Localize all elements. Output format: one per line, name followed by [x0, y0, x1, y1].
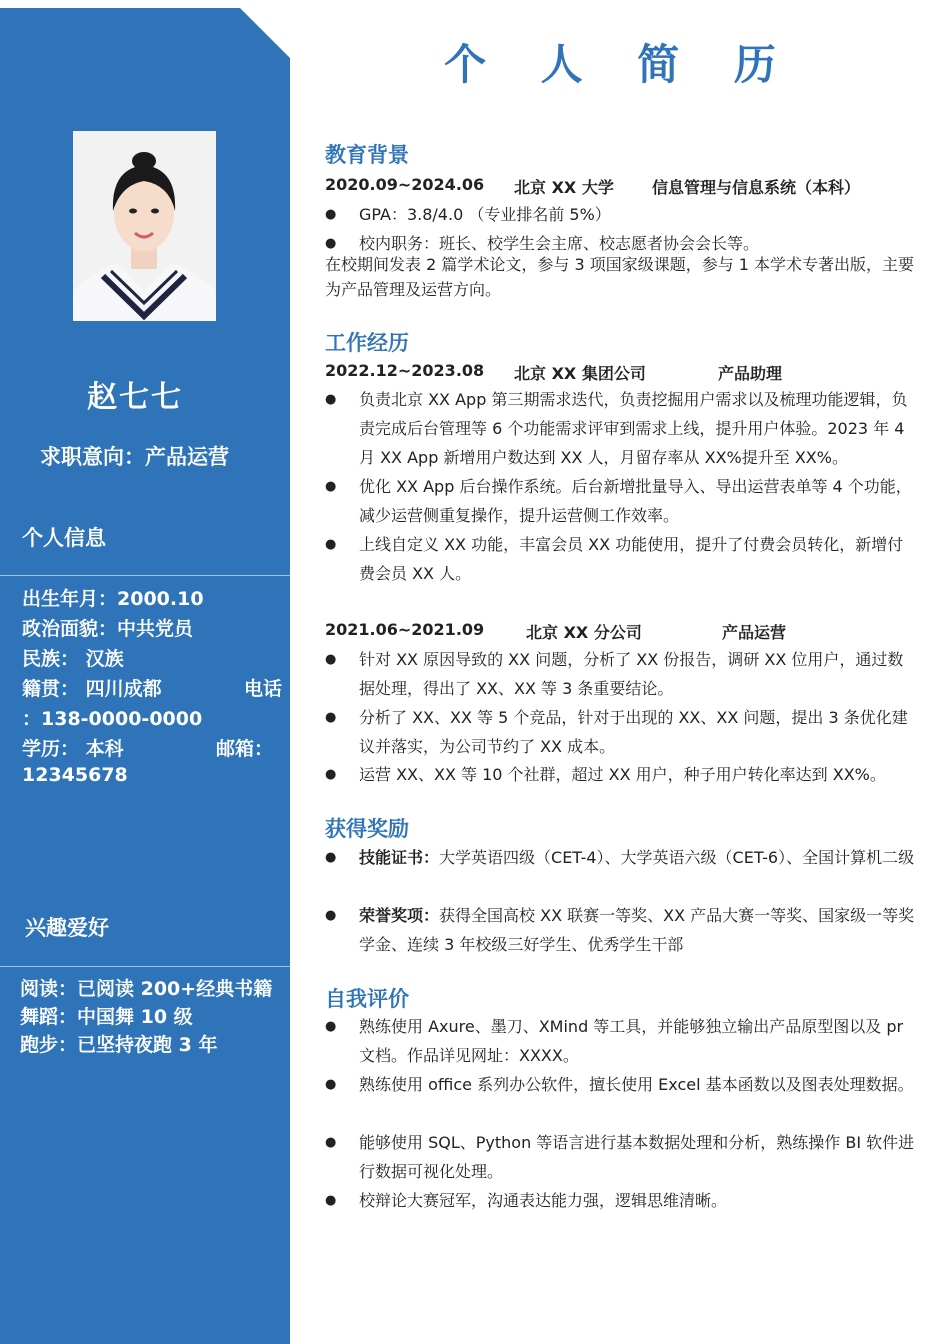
- honors-text: 获得全国高校 XX 联赛一等奖、XX 产品大赛一等奖、国家级一等奖学金、连续 3 年校级三好学生、优秀学生干部: [359, 906, 915, 954]
- bullet-text: 上线自定义 XX 功能，丰富会员 XX 功能使用，提升了付费会员转化，新增付费会员 XX 人。: [359, 535, 904, 583]
- education-level: 学历： 本科: [22, 738, 124, 760]
- bullet-icon: ●: [325, 479, 337, 494]
- list-item: [325, 1070, 915, 1099]
- list-item: [325, 1012, 915, 1070]
- major: 信息管理与信息系统（本科）: [652, 178, 861, 197]
- company-name: 北京 XX 分公司: [526, 623, 642, 642]
- bullet-text: 能够使用 SQL、Python 等语言进行基本数据处理和分析，熟练操作 BI 软件进行数据可视化处理。: [359, 1133, 915, 1181]
- school-name: 北京 XX 大学: [514, 178, 614, 197]
- bullet-icon: ●: [325, 1135, 337, 1150]
- list-item: [325, 760, 915, 789]
- bullet-icon: ●: [325, 537, 337, 552]
- education-period: 2020.09~2024.06: [325, 175, 485, 194]
- gpa-text: GPA：3.8/4.0 （专业排名前 5%）: [359, 205, 611, 224]
- hobby-item: 阅读：已阅读 200+经典书籍: [20, 978, 273, 1000]
- list-item: [325, 703, 915, 761]
- company-name: 北京 XX 集团公司: [514, 364, 646, 383]
- bullet-icon: ●: [325, 1193, 337, 1208]
- job-period: 2022.12~2023.08: [325, 361, 485, 380]
- bullet-icon: ●: [325, 207, 337, 222]
- job-position: 产品运营: [722, 623, 787, 642]
- job-intent: 求职意向：产品运营: [40, 445, 229, 469]
- ethnicity: 民族： 汉族: [22, 648, 124, 670]
- birth-date: 出生年月：2000.10: [22, 588, 204, 610]
- honors-label: 荣誉奖项：: [359, 906, 440, 925]
- divider: [0, 575, 290, 576]
- skills-text: 大学英语四级（CET-4）、大学英语六级（CET-6）、全国计算机二级: [439, 848, 915, 867]
- self-evaluation-heading: 自我评价: [325, 987, 409, 1011]
- bullet-icon: ●: [325, 236, 337, 251]
- candidate-name: 赵七七: [87, 380, 183, 415]
- bullet-icon: ●: [325, 1077, 337, 1092]
- list-item: [325, 472, 915, 530]
- bullet-text: 负责北京 XX App 第三期需求迭代，负责挖掘用户需求以及梳理功能逻辑，负责完成后台管理等 6 个功能需求评审到需求上线，提升用户体验。2023 年 4 月 XX App 新增用户数达到 XX 人，月留存率从 XX%提升至 XX%。: [359, 390, 908, 467]
- list-item: [325, 385, 915, 472]
- bullet-icon: ●: [325, 1019, 337, 1034]
- bullet-text: 分析了 XX、XX 等 5 个竞品，针对于出现的 XX、XX 问题，提出 3 条优化建议并落实，为公司节约了 XX 成本。: [359, 708, 908, 756]
- list-item: [325, 530, 915, 588]
- bullet-text: 运营 XX、XX 等 10 个社群，超过 XX 用户，种子用户转化率达到 XX%。: [359, 765, 886, 784]
- page-title: 个 人 简 历: [444, 40, 796, 89]
- portrait-image: [73, 131, 216, 321]
- bullet-icon: ●: [325, 392, 337, 407]
- campus-role-text: 校内职务：班长、校学生会主席、校志愿者协会会长等。: [359, 234, 760, 253]
- bullet-text: 熟练使用 office 系列办公软件，擅长使用 Excel 基本函数以及图表处理数据。: [359, 1075, 914, 1094]
- bullet-icon: ●: [325, 908, 337, 923]
- skills-label: 技能证书：: [359, 848, 440, 867]
- political-status: 政治面貌：中共党员: [22, 618, 194, 640]
- bullet-text: 校辩论大赛冠军，沟通表达能力强，逻辑思维清晰。: [359, 1191, 728, 1210]
- work-heading: 工作经历: [325, 331, 409, 355]
- hobby-item: 跑步：已坚持夜跑 3 年: [20, 1034, 218, 1056]
- list-item: [325, 901, 915, 959]
- hobbies-heading: 兴趣爱好: [25, 916, 109, 940]
- divider: [0, 966, 290, 967]
- email-label: 邮箱：: [216, 738, 274, 760]
- bullet-text: 针对 XX 原因导致的 XX 问题，分析了 XX 份报告，调研 XX 位用户，通过数据处理，得出了 XX、XX 等 3 条重要结论。: [359, 650, 904, 698]
- bullet-icon: ●: [325, 652, 337, 667]
- hometown: 籍贯： 四川成都: [22, 678, 162, 700]
- list-item: [325, 1186, 915, 1215]
- bullet-icon: ●: [325, 710, 337, 725]
- bullet-text: 优化 XX App 后台操作系统。后台新增批量导入、导出运营表单等 4 个功能，减少运营侧重复操作，提升运营侧工作效率。: [359, 477, 912, 525]
- bullet-icon: ●: [325, 850, 337, 865]
- hobby-item: 舞蹈：中国舞 10 级: [20, 1006, 193, 1028]
- education-heading: 教育背景: [325, 143, 409, 167]
- list-item: [325, 1128, 915, 1186]
- email-value: 12345678: [22, 764, 128, 786]
- list-item: [325, 200, 915, 229]
- list-item: [325, 645, 915, 703]
- personal-info-heading: 个人信息: [22, 526, 106, 550]
- research-text: 在校期间发表 2 篇学术论文，参与 3 项国家级课题，参与 1 本学术专著出版，主要为产品管理及运营方向。: [325, 255, 915, 299]
- phone-label: 电话: [244, 678, 283, 700]
- profile-photo: [73, 131, 216, 321]
- list-item: [325, 843, 915, 872]
- bullet-icon: ●: [325, 767, 337, 782]
- phone-value: ：138-0000-0000: [22, 708, 203, 730]
- bullet-text: 熟练使用 Axure、墨刀、XMind 等工具，并能够独立输出产品原型图以及 pr 文档。作品详见网址：XXXX。: [359, 1017, 904, 1065]
- awards-heading: 获得奖励: [325, 817, 409, 841]
- job-period: 2021.06~2021.09: [325, 620, 485, 639]
- job-position: 产品助理: [718, 364, 783, 383]
